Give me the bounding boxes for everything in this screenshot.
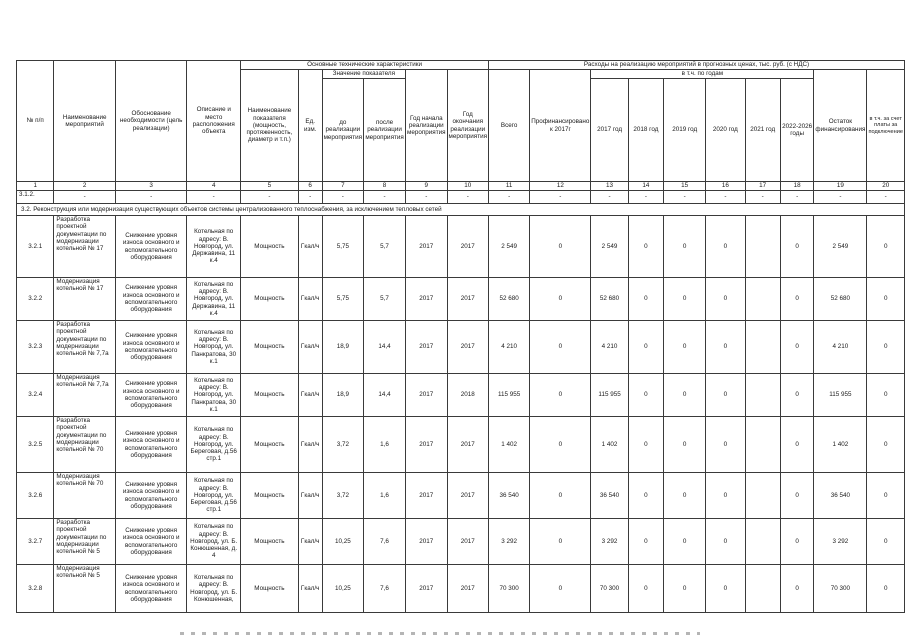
purpose: Снижение уровня износа основного и вспомогательного оборудования [115, 321, 186, 374]
cost-2022-2026: 0 [780, 278, 814, 321]
cost-2020: 0 [706, 565, 745, 613]
parameter: Мощность [241, 519, 299, 565]
cell: - [530, 191, 591, 204]
cost-2021 [745, 473, 780, 519]
cost-2018: 0 [628, 321, 663, 374]
incl-connection-fee: 0 [867, 473, 905, 519]
start-year: 2017 [406, 565, 447, 613]
cell: - [745, 191, 780, 204]
hdr-2019: 2019 год [664, 79, 706, 182]
col-number: 7 [322, 182, 363, 191]
total: 1 402 [489, 417, 530, 473]
value-after: 1,6 [364, 473, 406, 519]
location: Котельная по адресу: В. Новгород, ул. Державина, 11 к.4 [187, 278, 241, 321]
cost-2020: 0 [706, 216, 745, 278]
cost-2019: 0 [664, 519, 706, 565]
cell: - [664, 191, 706, 204]
hdr-by-year: в т.ч. по годам [591, 70, 814, 79]
measure-name: Модернизация котельной № 17 [54, 278, 116, 321]
hdr-2018: 2018 год [628, 79, 663, 182]
scan-artifact-line [180, 632, 700, 635]
cost-2017: 4 210 [591, 321, 628, 374]
value-after: 7,6 [364, 519, 406, 565]
row-number: 3.2.3 [17, 321, 54, 374]
cell: - [322, 191, 363, 204]
purpose: Снижение уровня износа основного и вспомогательного оборудования [115, 519, 186, 565]
total: 115 955 [489, 374, 530, 417]
cost-2018: 0 [628, 278, 663, 321]
col-number: 12 [530, 182, 591, 191]
col-number: 18 [780, 182, 814, 191]
financed: 0 [530, 321, 591, 374]
col-number: 10 [447, 182, 488, 191]
financed: 0 [530, 417, 591, 473]
cost-2021 [745, 417, 780, 473]
cost-2020: 0 [706, 278, 745, 321]
parameter: Мощность [241, 216, 299, 278]
cost-2018: 0 [628, 565, 663, 613]
cell: - [780, 191, 814, 204]
measure-name: Разработка проектной документации по модернизации котельной № 70 [54, 417, 116, 473]
cost-2018: 0 [628, 519, 663, 565]
hdr-tech-group: Основные технические характеристики [241, 61, 489, 70]
total: 4 210 [489, 321, 530, 374]
cost-2020: 0 [706, 519, 745, 565]
cost-2019: 0 [664, 321, 706, 374]
remaining: 3 292 [814, 519, 867, 565]
measure-name: Модернизация котельной № 7,7а [54, 374, 116, 417]
end-year: 2018 [447, 374, 488, 417]
col-number: 13 [591, 182, 628, 191]
parameter: Мощность [241, 374, 299, 417]
incl-connection-fee: 0 [867, 374, 905, 417]
end-year: 2017 [447, 278, 488, 321]
investment-table [16, 60, 905, 613]
table-row [17, 374, 905, 417]
incl-connection-fee: 0 [867, 278, 905, 321]
cost-2022-2026: 0 [780, 417, 814, 473]
cell: - [364, 191, 406, 204]
row-number: 3.2.6 [17, 473, 54, 519]
value-before: 10,25 [322, 519, 363, 565]
cost-2017: 1 402 [591, 417, 628, 473]
col-number: 5 [241, 182, 299, 191]
start-year: 2017 [406, 374, 447, 417]
cost-2021 [745, 519, 780, 565]
cost-2018: 0 [628, 417, 663, 473]
unit: Гкал/ч [298, 374, 322, 417]
cost-2017: 36 540 [591, 473, 628, 519]
start-year: 2017 [406, 473, 447, 519]
cost-2019: 0 [664, 473, 706, 519]
measure-name: Модернизация котельной № 70 [54, 473, 116, 519]
unit: Гкал/ч [298, 473, 322, 519]
cell: - [54, 191, 116, 204]
col-number: 9 [406, 182, 447, 191]
cell: - [241, 191, 299, 204]
cost-2019: 0 [664, 278, 706, 321]
value-before: 3,72 [322, 417, 363, 473]
end-year: 2017 [447, 216, 488, 278]
financed: 0 [530, 473, 591, 519]
purpose: Снижение уровня износа основного и вспомогательного оборудования [115, 278, 186, 321]
cost-2021 [745, 278, 780, 321]
cost-2019: 0 [664, 417, 706, 473]
start-year: 2017 [406, 216, 447, 278]
hdr-end-year: Год окончания реализации мероприятия [447, 70, 488, 182]
section-title: 3.2. Реконструкция или модернизация существующих объектов системы централизованного теплоснабжения, за исключением тепловых сетей [17, 204, 905, 216]
remaining: 115 955 [814, 374, 867, 417]
hdr-2022: 2022-2026 годы [780, 79, 814, 182]
cell: - [489, 191, 530, 204]
value-before: 10,25 [322, 565, 363, 613]
cost-2022-2026: 0 [780, 473, 814, 519]
remaining: 70 300 [814, 565, 867, 613]
cost-2020: 0 [706, 417, 745, 473]
hdr-total: Всего [489, 70, 530, 182]
end-year: 2017 [447, 417, 488, 473]
hdr-before: до реализации мероприятия [322, 79, 363, 182]
cell: - [298, 191, 322, 204]
cost-2018: 0 [628, 374, 663, 417]
hdr-start-year: Год начала реализации мероприятия [406, 70, 447, 182]
col-number: 16 [706, 182, 745, 191]
cell: - [867, 191, 905, 204]
unit: Гкал/ч [298, 417, 322, 473]
value-after: 1,6 [364, 417, 406, 473]
col-number: 19 [814, 182, 867, 191]
cost-2017: 2 549 [591, 216, 628, 278]
total: 2 549 [489, 216, 530, 278]
value-before: 5,75 [322, 278, 363, 321]
remaining: 1 402 [814, 417, 867, 473]
purpose: Снижение уровня износа основного и вспомогательного оборудования [115, 473, 186, 519]
col-number: 17 [745, 182, 780, 191]
parameter: Мощность [241, 565, 299, 613]
hdr-expense-group: Расходы на реализацию мероприятий в прогнозных ценах, тыс. руб. (с НДС) [489, 61, 905, 70]
financed: 0 [530, 278, 591, 321]
remaining: 52 680 [814, 278, 867, 321]
cost-2017: 115 955 [591, 374, 628, 417]
cost-2021 [745, 321, 780, 374]
cell: - [447, 191, 488, 204]
cell: - [814, 191, 867, 204]
purpose: Снижение уровня износа основного и вспомогательного оборудования [115, 374, 186, 417]
cost-2018: 0 [628, 473, 663, 519]
col-number: 2 [54, 182, 116, 191]
purpose: Снижение уровня износа основного и вспомогательного оборудования [115, 417, 186, 473]
col-number: 14 [628, 182, 663, 191]
financed: 0 [530, 216, 591, 278]
cost-2017: 70 300 [591, 565, 628, 613]
cost-2020: 0 [706, 321, 745, 374]
row-number: 3.2.4 [17, 374, 54, 417]
remaining: 2 549 [814, 216, 867, 278]
financed: 0 [530, 374, 591, 417]
hdr-2017: 2017 год [591, 79, 628, 182]
column-number-row [17, 182, 905, 191]
measure-name: Модернизация котельной № 5 [54, 565, 116, 613]
hdr-location: Описание и место расположения объекта [187, 61, 241, 182]
cost-2019: 0 [664, 374, 706, 417]
start-year: 2017 [406, 278, 447, 321]
col-number: 3 [115, 182, 186, 191]
incl-connection-fee: 0 [867, 321, 905, 374]
value-after: 7,6 [364, 565, 406, 613]
row-number: 3.2.5 [17, 417, 54, 473]
cell: - [706, 191, 745, 204]
measure-name: Разработка проектной документации по модернизации котельной № 5 [54, 519, 116, 565]
table-row [17, 565, 905, 613]
hdr-name: Наименование мероприятий [54, 61, 116, 182]
value-after: 14,4 [364, 374, 406, 417]
col-number: 8 [364, 182, 406, 191]
end-year: 2017 [447, 565, 488, 613]
cost-2022-2026: 0 [780, 519, 814, 565]
col-number: 6 [298, 182, 322, 191]
unit: Гкал/ч [298, 278, 322, 321]
location: Котельная по адресу: В. Новгород, ул. Б. Конюшенная, д. 4 [187, 519, 241, 565]
total: 52 680 [489, 278, 530, 321]
hdr-financed: Профинансировано к 2017г [530, 70, 591, 182]
measure-name: Разработка проектной документации по модернизации котельной № 7,7а [54, 321, 116, 374]
hdr-after: после реализации мероприятия [364, 79, 406, 182]
col-number: 4 [187, 182, 241, 191]
hdr-2020: 2020 год [706, 79, 745, 182]
row-number: 3.1.2. [17, 191, 54, 204]
cost-2020: 0 [706, 473, 745, 519]
remaining: 36 540 [814, 473, 867, 519]
incl-connection-fee: 0 [867, 216, 905, 278]
hdr-justification: Обоснование необходимости (цель реализации) [115, 61, 186, 182]
incl-connection-fee: 0 [867, 565, 905, 613]
table-row [17, 321, 905, 374]
measure-name: Разработка проектной документации по модернизации котельной № 17 [54, 216, 116, 278]
purpose: Снижение уровня износа основного и вспомогательного оборудования [115, 565, 186, 613]
total: 3 292 [489, 519, 530, 565]
table-row [17, 417, 905, 473]
cost-2021 [745, 216, 780, 278]
cost-2021 [745, 565, 780, 613]
row-number: 3.2.7 [17, 519, 54, 565]
cell: - [591, 191, 628, 204]
financed: 0 [530, 519, 591, 565]
table-row [17, 473, 905, 519]
location: Котельная по адресу: В. Новгород, ул. Б. Конюшенная, [187, 565, 241, 613]
hdr-tech-name: Наименование показателя (мощность, протяженность, диаметр и т.п.) [241, 70, 299, 182]
end-year: 2017 [447, 473, 488, 519]
hdr-incl: в т.ч. за счет платы за подключение [867, 70, 905, 182]
incl-connection-fee: 0 [867, 417, 905, 473]
row-number: 3.2.8 [17, 565, 54, 613]
row-number: 3.2.2 [17, 278, 54, 321]
col-number: 15 [664, 182, 706, 191]
parameter: Мощность [241, 321, 299, 374]
unit: Гкал/ч [298, 519, 322, 565]
hdr-no: № п/п [17, 61, 54, 182]
cell: - [406, 191, 447, 204]
value-before: 3,72 [322, 473, 363, 519]
cost-2020: 0 [706, 374, 745, 417]
cell: - [628, 191, 663, 204]
value-after: 14,4 [364, 321, 406, 374]
cost-2021 [745, 374, 780, 417]
unit: Гкал/ч [298, 321, 322, 374]
financed: 0 [530, 565, 591, 613]
value-after: 5,7 [364, 278, 406, 321]
col-number: 1 [17, 182, 54, 191]
cost-2017: 52 680 [591, 278, 628, 321]
value-before: 18,9 [322, 321, 363, 374]
start-year: 2017 [406, 417, 447, 473]
location: Котельная по адресу: В. Новгород, ул. Панкратова, 30 к.1 [187, 374, 241, 417]
parameter: Мощность [241, 278, 299, 321]
parameter: Мощность [241, 473, 299, 519]
end-year: 2017 [447, 321, 488, 374]
cost-2022-2026: 0 [780, 321, 814, 374]
value-before: 18,9 [322, 374, 363, 417]
purpose: Снижение уровня износа основного и вспомогательного оборудования [115, 216, 186, 278]
value-after: 5,7 [364, 216, 406, 278]
cost-2019: 0 [664, 565, 706, 613]
start-year: 2017 [406, 519, 447, 565]
cost-2022-2026: 0 [780, 565, 814, 613]
table-row [17, 519, 905, 565]
unit: Гкал/ч [298, 216, 322, 278]
hdr-remaining: Остаток финансирования [814, 70, 867, 182]
location: Котельная по адресу: В. Новгород, ул. Береговая, д.56 стр.1 [187, 417, 241, 473]
hdr-unit: Ед. изм. [298, 70, 322, 182]
table-row [17, 278, 905, 321]
table-row [17, 216, 905, 278]
unit: Гкал/ч [298, 565, 322, 613]
end-year: 2017 [447, 519, 488, 565]
cell: - [187, 191, 241, 204]
col-number: 20 [867, 182, 905, 191]
incl-connection-fee: 0 [867, 519, 905, 565]
row-number: 3.2.1 [17, 216, 54, 278]
cost-2017: 3 292 [591, 519, 628, 565]
location: Котельная по адресу: В. Новгород, ул. Державина, 11 к.4 [187, 216, 241, 278]
value-before: 5,75 [322, 216, 363, 278]
parameter: Мощность [241, 417, 299, 473]
cell: - [115, 191, 186, 204]
hdr-2021: 2021 год [745, 79, 780, 182]
location: Котельная по адресу: В. Новгород, ул. Береговая, д.56 стр.1 [187, 473, 241, 519]
cost-2019: 0 [664, 216, 706, 278]
col-number: 11 [489, 182, 530, 191]
location: Котельная по адресу: В. Новгород, ул. Панкратова, 30 к.1 [187, 321, 241, 374]
cost-2022-2026: 0 [780, 216, 814, 278]
section-row [17, 204, 905, 216]
start-year: 2017 [406, 321, 447, 374]
row-3-1-2 [17, 191, 905, 204]
hdr-value-group: Значение показателя [322, 70, 405, 79]
total: 70 300 [489, 565, 530, 613]
remaining: 4 210 [814, 321, 867, 374]
cost-2018: 0 [628, 216, 663, 278]
cost-2022-2026: 0 [780, 374, 814, 417]
total: 36 540 [489, 473, 530, 519]
